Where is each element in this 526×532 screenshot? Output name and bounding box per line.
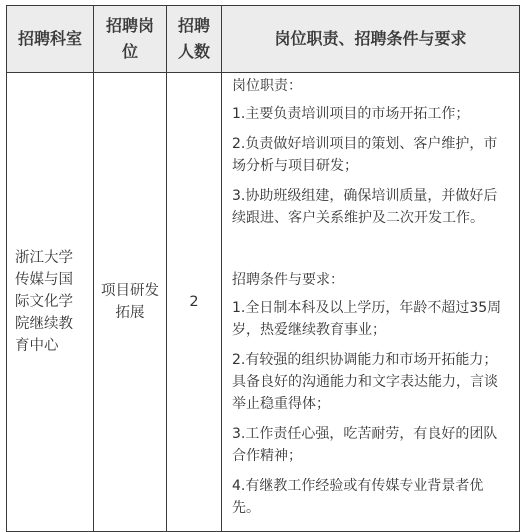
- cell-position: 项目研发拓展: [94, 73, 167, 532]
- recruitment-table-container: [6, 5, 519, 517]
- duty-item-1: 1.主要负责培训项目的市场开拓工作；: [232, 106, 470, 122]
- header-count: [167, 6, 222, 73]
- cell-duties: [222, 73, 520, 532]
- requirement-item-2: 2.有较强的组织协调能力和市场开拓能力；具备良好的沟通能力和文字表达能力，言谈举止稳重得体；: [232, 352, 498, 412]
- requirement-item-3: 3.工作责任心强，吃苦耐劳，有良好的团队合作精神；: [232, 426, 498, 464]
- duty-item-3: 3.协助班级组建，确保培训质量，并做好后续跟进、客户关系维护及二次开发工作。: [232, 188, 498, 226]
- recruitment-table: [6, 5, 520, 532]
- section-spacer: [232, 237, 509, 269]
- header-position: [94, 6, 167, 73]
- cell-count: 2: [167, 73, 222, 532]
- table-row: [7, 73, 520, 532]
- duties-title: 岗位职责：: [232, 78, 302, 94]
- header-duties: 岗位职责、招聘条件与要求: [222, 6, 520, 73]
- header-dept: 招聘科室: [7, 6, 94, 73]
- header-count-text: 招聘人数: [177, 16, 210, 61]
- requirement-item-1: 1.全日制本科及以上学历，年龄不超过35周岁，热爱继续教育事业；: [232, 300, 502, 338]
- header-position-text: 招聘岗位: [106, 16, 155, 61]
- requirements-title: 招聘条件与要求：: [232, 272, 344, 288]
- cell-dept: 浙江大学传媒与国际文化学院继续教育中心: [7, 73, 94, 532]
- duty-item-2: 2.负责做好培训项目的策划、客户维护，市场分析与项目研发；: [232, 136, 498, 174]
- requirement-item-4: 4.有继教工作经验或有传媒专业背景者优先。: [232, 478, 484, 516]
- table-header-row: [7, 6, 520, 73]
